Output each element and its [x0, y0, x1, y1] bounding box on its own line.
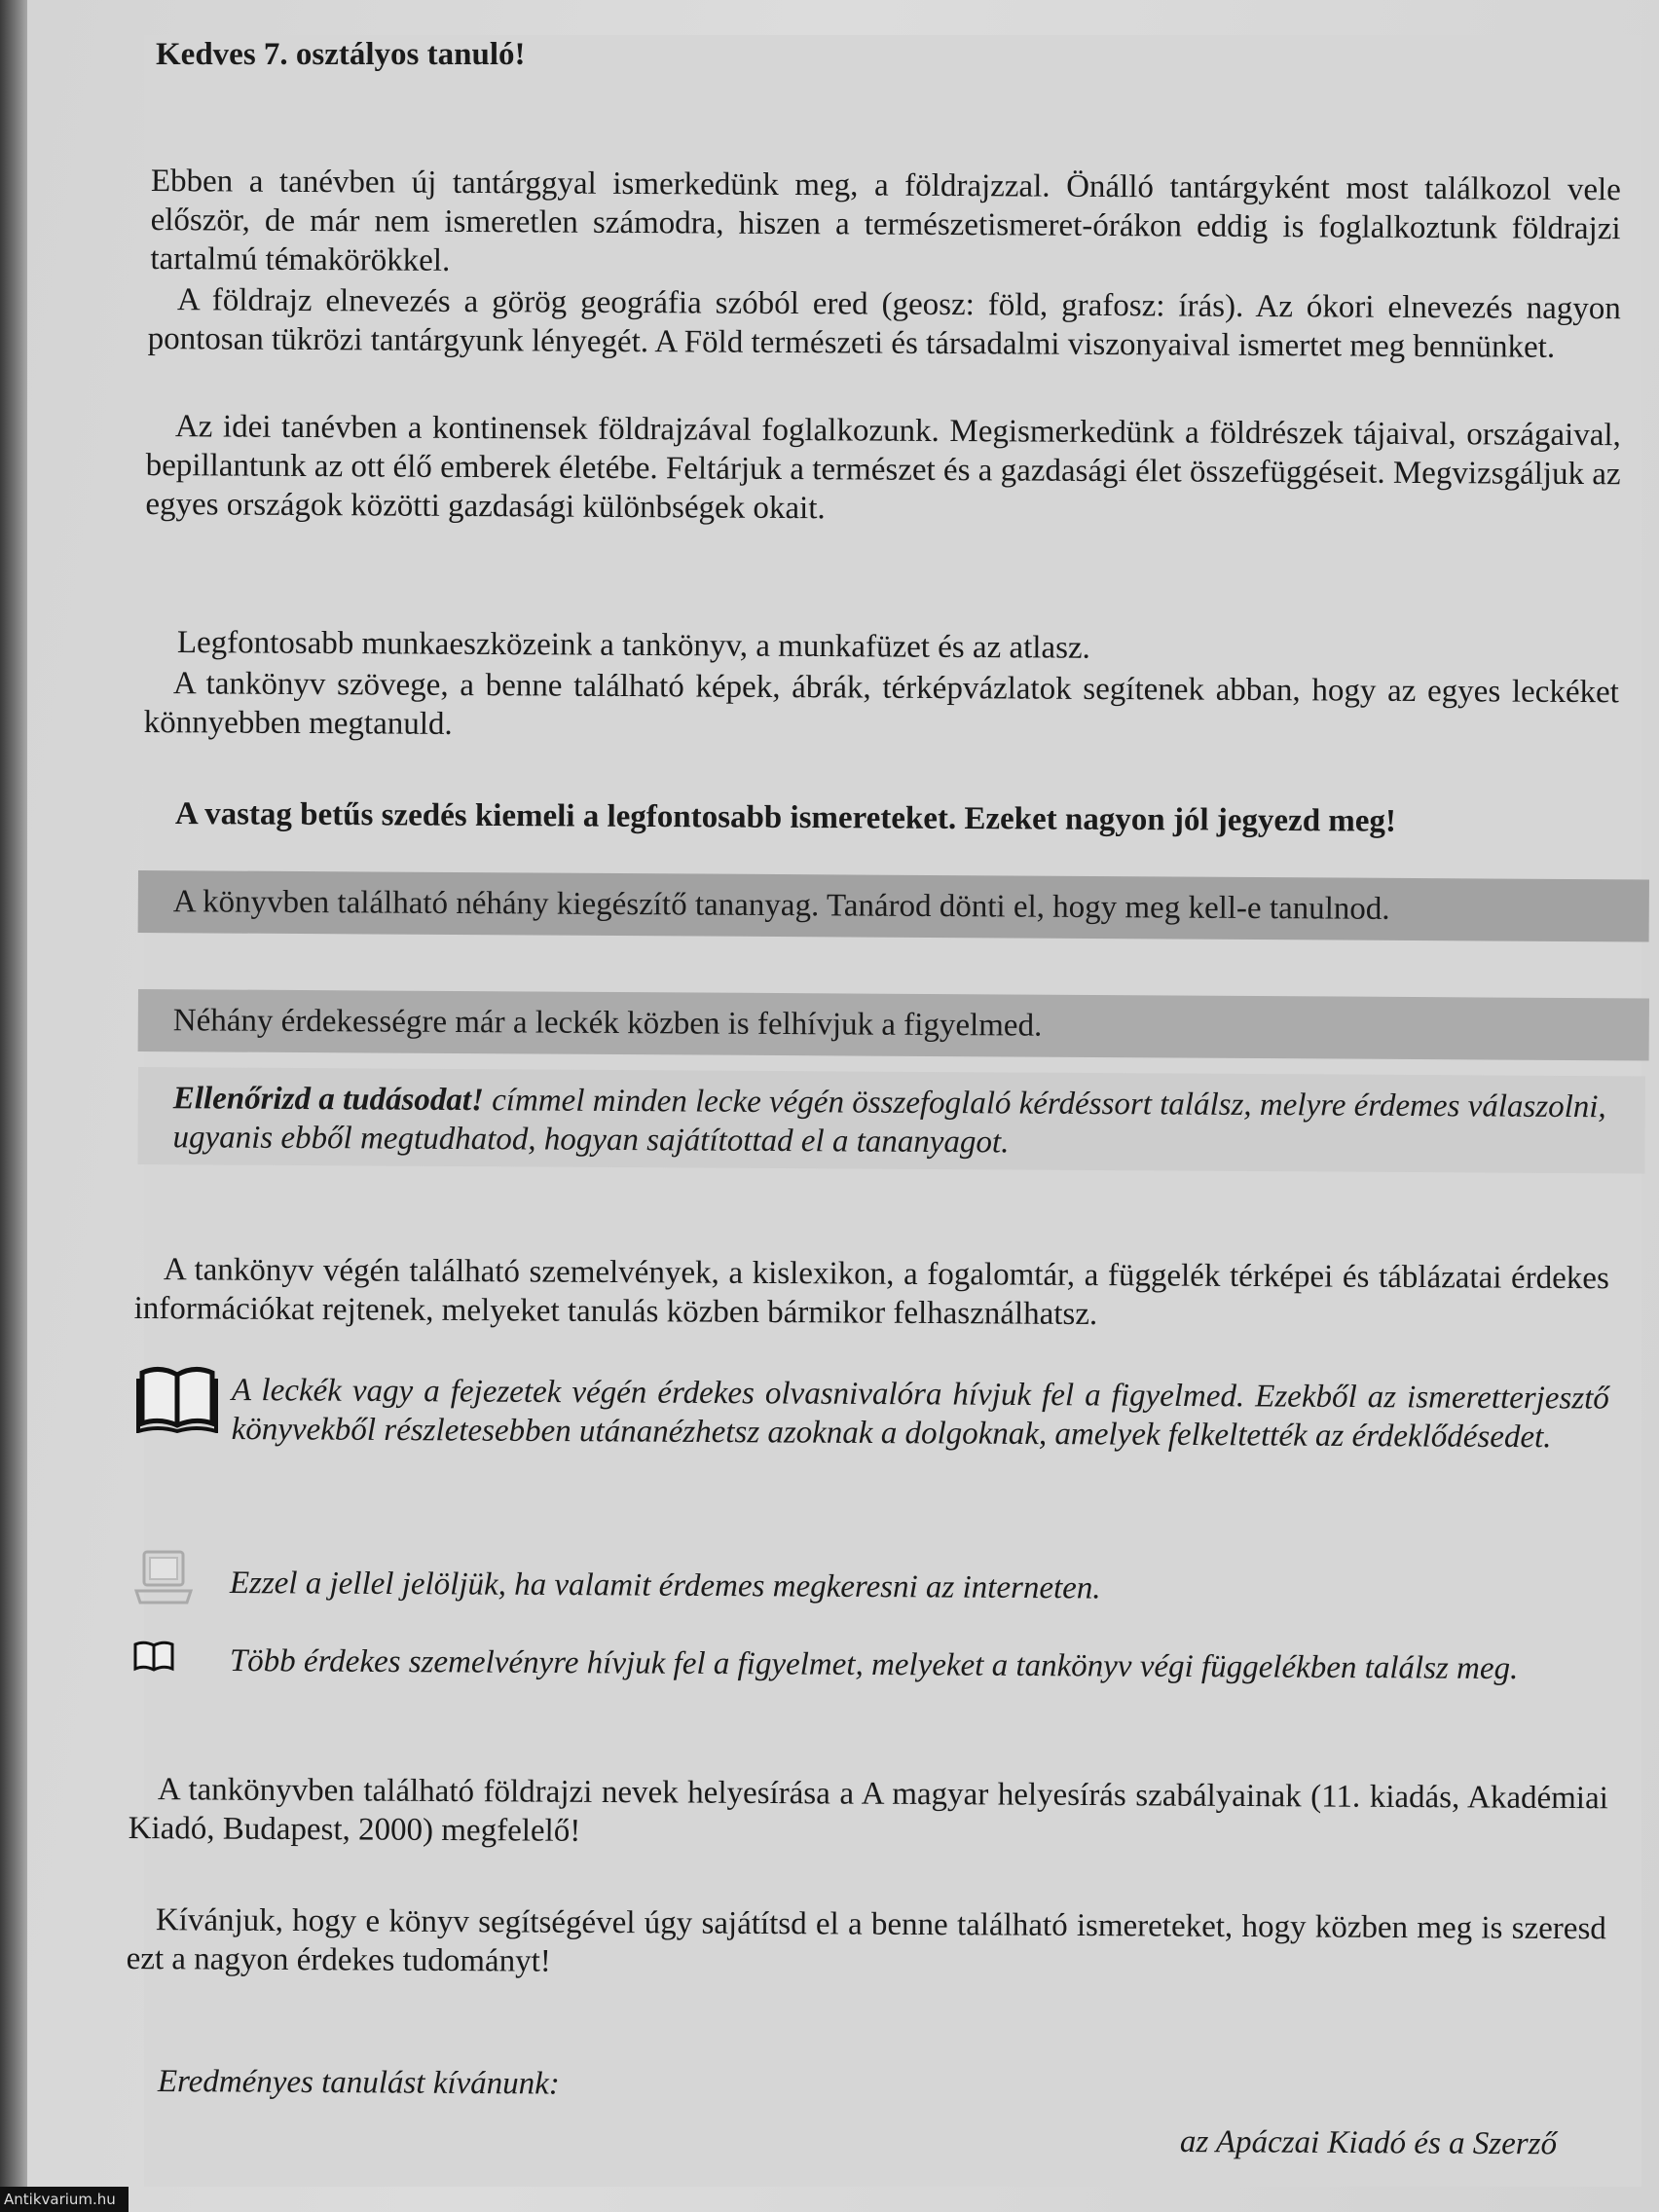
icon-small-book-description: Több érdekes szemelvényre hívjuk fel a figyelmet, melyeket a tankönyv végi függelékben találsz meg. [229, 1643, 1519, 1687]
paragraph-spelling-text: A tankönyvben található földrajzi nevek helyesírása a A magyar helyesírás szabályainak (11. kiadás, Akadémiai Kiadó, Budapest, 2000) megfelelő! [128, 1772, 1608, 1849]
page-binding-shadow [0, 0, 27, 2212]
paragraph-textbook-text: A tankönyv szövege, a benne található képek, ábrák, térképvázlatok segítenek abban, hogy az egyes leckéket könnyebben megtanuld. [143, 666, 1619, 742]
icon-computer-description: Ezzel a jellel jelöljük, ha valamit érdemes megkeresni az interneten. [229, 1566, 1101, 1606]
paragraph-tools-text: Legfontosabb munkaeszközeink a tankönyv, a munkafüzet és az atlasz. [176, 624, 1090, 666]
paragraph-wish [127, 1900, 1606, 1987]
paragraph-name-origin [148, 280, 1621, 367]
check-knowledge-text: címmel minden lecke végén összefoglaló kérdéssort találsz, melyre érdemes válaszolni, ugyanis ebből megtudhatod, hogyan sajátítottad el a tananyagot. [172, 1083, 1606, 1161]
curiosity-band-text: Néhány érdekességre már a leckék közben is felhívjuk a figyelmed. [172, 1003, 1043, 1044]
paragraph-name-origin-text: A földrajz elnevezés a görög geográfia szóból ered (geosz: föld, grafosz: írás). Az ókori elnevezés nagyon pontosan tükrözi tantárgyunk lényegét. A Föld természeti és társadalmi viszonyaival ismertet meg bennünket. [147, 282, 1621, 365]
paragraph-this-year [145, 407, 1621, 533]
paragraph-wish-text: Kívánjuk, hogy e könyv segítségével úgy sajátítsd el a benne található ismereteket, hogy közben meg is szeresd ezt a nagyon érdekes tudományt! [126, 1902, 1606, 1979]
small-book-icon [132, 1640, 175, 1673]
page-title: Kedves 7. osztályos tanuló! [156, 37, 526, 72]
icon-book-description: A leckék vagy a fejezetek végén érdekes olvasnivalóra hívjuk fel a figyelmed. Ezekből az ismeretterjesztő könyvekből részletesebben utánanézhetsz azoknak a dolgoknak, amelyek felkeltették az érdeklődésedet. [231, 1373, 1609, 1456]
computer-icon [134, 1548, 193, 1606]
closing-line: Eredményes tanulást kívánunk: [157, 2064, 560, 2102]
supplementary-band [138, 870, 1649, 941]
check-knowledge-title: Ellenőrizd a tudásodat! [172, 1081, 484, 1119]
paragraph-spelling [129, 1770, 1608, 1857]
check-knowledge-box [137, 1067, 1645, 1173]
paragraph-intro [150, 162, 1621, 287]
open-book-icon [136, 1363, 218, 1433]
paragraph-appendix [134, 1250, 1609, 1337]
paragraph-this-year-text: Az idei tanévben a kontinensek földrajzával foglalkozunk. Megismerkedünk a földrészek tájaival, országaival, bepillantunk az ott élő emberek életébe. Feltárjuk a természet és a gazdasági élet összefüggéseit. Megvizsgáljuk az egyes országok közötti gazdasági különbségek okait. [145, 409, 1621, 527]
paragraph-textbook [144, 664, 1619, 751]
curiosity-band [138, 989, 1649, 1060]
supplementary-band-text: A könyvben található néhány kiegészítő tananyag. Tanárod dönti el, hogy meg kell-e tanulnod. [172, 884, 1390, 927]
paragraph-appendix-text: A tankönyv végén található szemelvények, a kislexikon, a fogalomtár, a függelék térképei és táblázatai érdekes információkat rejtenek, melyeket tanulás közben bármikor felhasználhatsz. [133, 1252, 1609, 1333]
bold-note: A vastag betűs szedés kiemeli a legfontosabb ismereteket. Ezeket nagyon jól jegyezd meg! [174, 795, 1397, 839]
watermark: Antikvarium.hu [0, 2187, 129, 2212]
signature-line: az Apáczai Kiadó és a Szerző [1179, 2124, 1558, 2162]
paragraph-intro-text: Ebben a tanévben új tantárggyal ismerkedünk meg, a földrajzzal. Önálló tantárgyként most találkozol vele először, de már nem ismeretlen számodra, hiszen a természetismeret-órákon eddig is foglalkoztunk földrajzi tartalmú témakörökkel. [150, 163, 1621, 278]
